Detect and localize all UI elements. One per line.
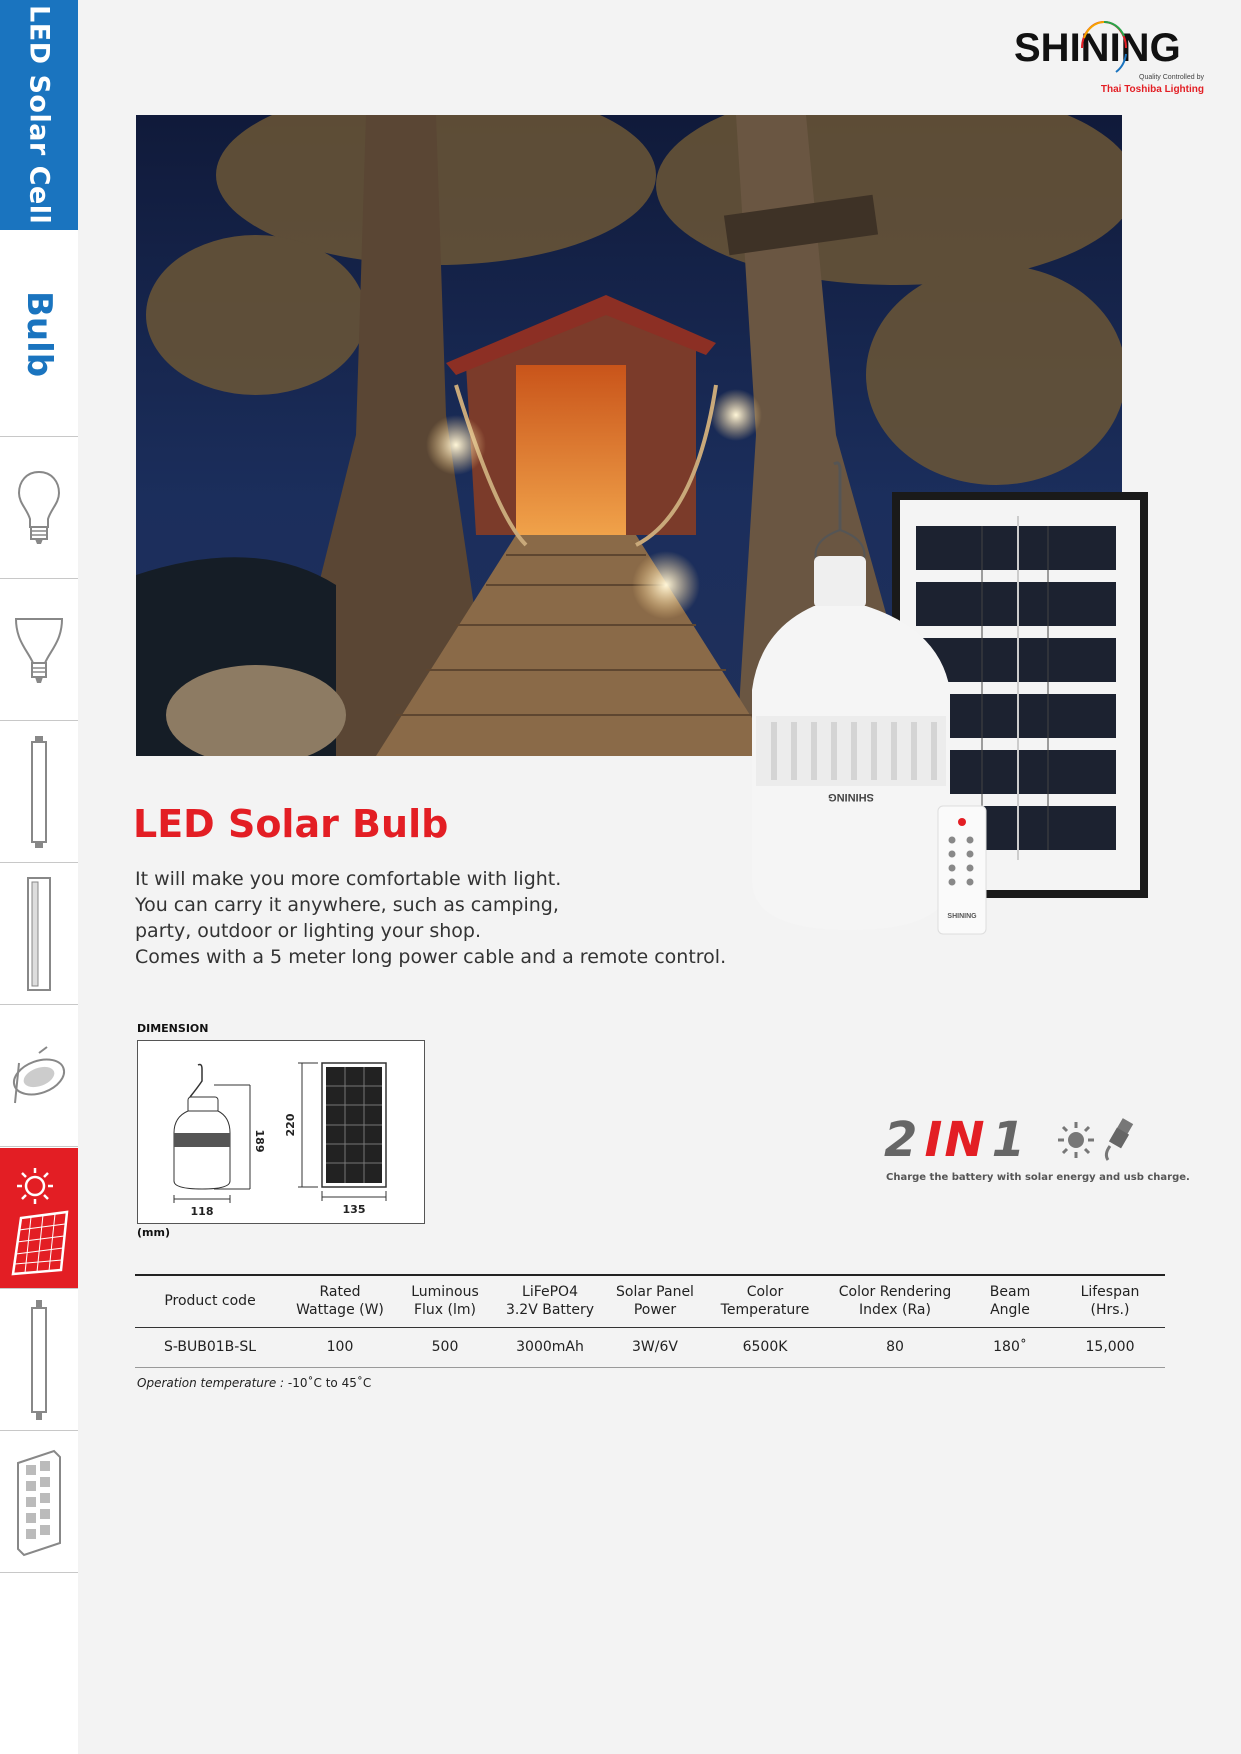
two-in-one-note: Charge the battery with solar energy and usb charge. xyxy=(886,1172,1190,1183)
bulb-height-dim: 189 xyxy=(253,1129,266,1153)
product-description xyxy=(135,866,775,970)
two-in-one-1: 1 xyxy=(991,1112,1028,1168)
logo-tagline: Quality Controlled by xyxy=(1139,74,1204,81)
category-label: LED Solar Cell xyxy=(23,5,55,225)
operation-temp-label: Operation temperature : xyxy=(137,1376,285,1390)
header-battery: LiFePO4 3.2V Battery xyxy=(495,1275,605,1327)
cell-product-code: S-BUB01B-SL xyxy=(135,1327,285,1367)
header-luminous-flux: Luminous Flux (lm) xyxy=(395,1275,495,1327)
header-color-temp: Color Temperature xyxy=(705,1275,825,1327)
remote-brand-print: SHINING xyxy=(947,913,977,920)
dimension-label: DIMENSION xyxy=(137,1022,209,1035)
bulb-r-icon xyxy=(12,611,66,689)
sidebar-item-bulb-a[interactable] xyxy=(0,438,78,579)
cell-battery: 3000mAh xyxy=(495,1327,605,1367)
logo-wordmark: SHINING xyxy=(1014,26,1181,70)
sidebar-item-tube[interactable] xyxy=(0,722,78,863)
header-rated-wattage: Rated Wattage (W) xyxy=(285,1275,395,1327)
description-line: Comes with a 5 meter long power cable and a remote control. xyxy=(135,946,727,968)
dimension-drawing xyxy=(137,1040,425,1224)
header-beam-angle: Beam Angle xyxy=(965,1275,1055,1327)
tube-icon xyxy=(29,734,49,850)
sidebar-item-solar[interactable] xyxy=(0,1148,78,1289)
cell-luminous-flux: 500 xyxy=(395,1327,495,1367)
subcategory-label: Bulb xyxy=(19,290,59,378)
cell-solar-panel: 3W/6V xyxy=(605,1327,705,1367)
operation-temperature xyxy=(137,1376,371,1390)
header-cri: Color Rendering Index (Ra) xyxy=(825,1275,965,1327)
two-in-one-badge xyxy=(884,1112,1190,1192)
cell-beam-angle: 180˚ xyxy=(965,1327,1055,1367)
sidebar-item-t8-tube[interactable] xyxy=(0,1290,78,1431)
panel-height-dim: 220 xyxy=(284,1113,297,1137)
sun-icon xyxy=(1056,1120,1096,1160)
header-lifespan: Lifespan (Hrs.) xyxy=(1055,1275,1165,1327)
description-line: It will make you more comfortable with light. xyxy=(135,868,562,890)
description-line: You can carry it anywhere, such as camping, xyxy=(135,894,559,916)
panel-fixture-icon xyxy=(14,1447,64,1557)
bulb-brand-print: SHINING xyxy=(828,791,874,803)
two-in-one-in: IN xyxy=(924,1112,987,1168)
logo-rainbow-ring-icon xyxy=(1076,18,1132,80)
panel-width-dim: 135 xyxy=(342,1203,366,1216)
cell-lifespan: 15,000 xyxy=(1055,1327,1165,1367)
table-header-row xyxy=(135,1275,1165,1327)
sidebar-item-highbay[interactable] xyxy=(0,1006,78,1147)
sidebar xyxy=(0,0,78,1754)
operation-temp-value: -10˚C to 45˚C xyxy=(287,1376,372,1390)
spec-table xyxy=(135,1274,1165,1368)
bulb-width-dim: 118 xyxy=(190,1205,214,1218)
description-line: party, outdoor or lighting your shop. xyxy=(135,920,481,942)
two-in-one-2: 2 xyxy=(884,1112,920,1168)
highbay-icon xyxy=(9,1043,69,1109)
product-image xyxy=(730,460,1150,940)
category-tab[interactable] xyxy=(0,0,78,230)
sidebar-item-batten[interactable] xyxy=(0,864,78,1005)
cell-rated-wattage: 100 xyxy=(285,1327,395,1367)
batten-icon xyxy=(24,874,54,994)
product-title: LED Solar Bulb xyxy=(133,802,449,846)
table-row xyxy=(135,1327,1165,1367)
cell-color-temp: 6500K xyxy=(705,1327,825,1367)
usb-plug-icon xyxy=(1100,1118,1136,1162)
brand-logo xyxy=(1014,26,1204,100)
dimension-unit: (mm) xyxy=(137,1226,170,1239)
cell-cri: 80 xyxy=(825,1327,965,1367)
sidebar-item-bulb-r[interactable] xyxy=(0,580,78,721)
logo-company: Thai Toshiba Lighting xyxy=(1100,84,1204,95)
t8-tube-icon xyxy=(29,1298,49,1422)
bulb-a-icon xyxy=(16,469,62,547)
solar-icon xyxy=(7,1156,71,1280)
header-solar-panel: Solar Panel Power xyxy=(605,1275,705,1327)
sidebar-item-panel-fixture[interactable] xyxy=(0,1432,78,1573)
header-product-code: Product code xyxy=(135,1275,285,1327)
subcategory-tab[interactable] xyxy=(0,232,78,437)
